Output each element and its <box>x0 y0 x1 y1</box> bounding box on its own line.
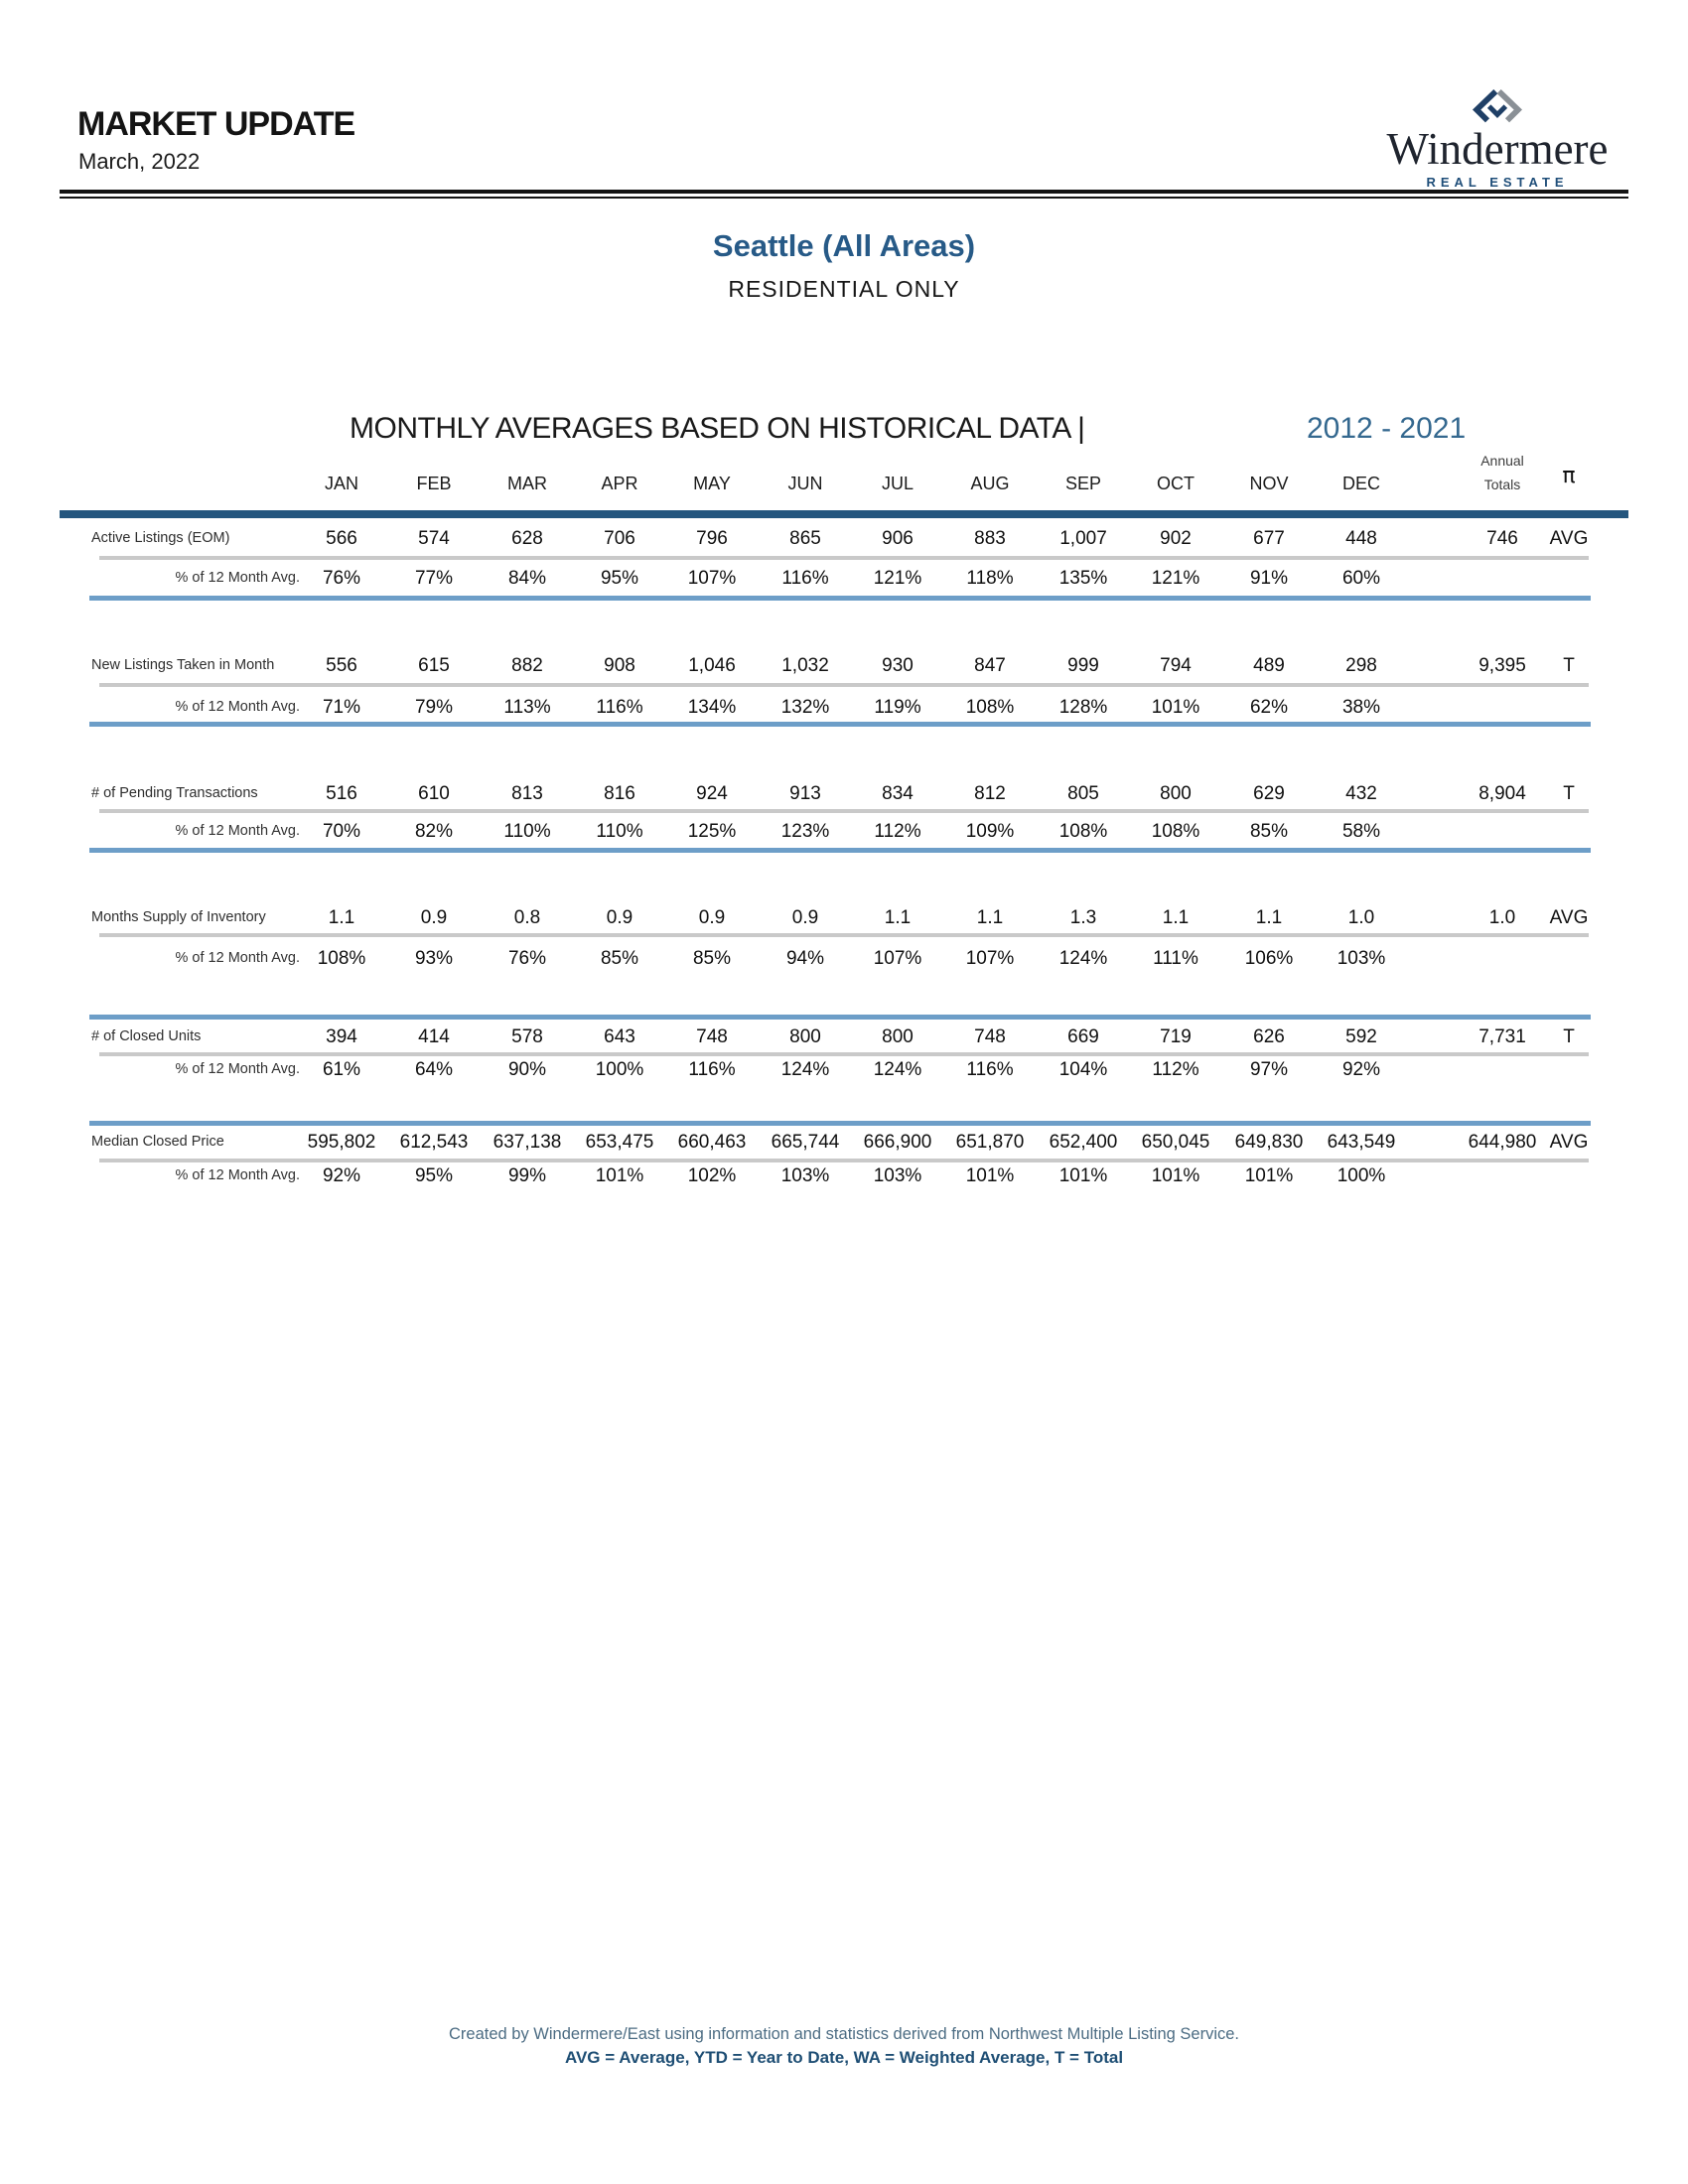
pct-of-avg-value: 92% <box>1341 1059 1381 1080</box>
metric-value: 800 <box>1160 783 1192 804</box>
pct-of-avg-label: % of 12 Month Avg. <box>175 699 300 715</box>
metric-value: 902 <box>1160 528 1192 549</box>
blue-separator <box>89 596 1591 601</box>
metric-value: 652,400 <box>1049 1132 1118 1153</box>
area-subtitle: RESIDENTIAL ONLY <box>728 276 960 302</box>
stat-type-value: AVG <box>1549 528 1589 549</box>
blue-separator <box>89 722 1591 727</box>
blue-separator <box>89 1121 1591 1126</box>
pct-of-avg-value: 101% <box>595 1165 644 1186</box>
historical-data-table <box>60 0 1628 1291</box>
month-header-feb: FEB <box>416 474 452 493</box>
metric-value: 643 <box>604 1026 635 1047</box>
pct-of-avg-value: 85% <box>1249 821 1289 842</box>
metric-value: 865 <box>789 528 821 549</box>
metric-value: 1.1 <box>328 907 355 928</box>
metric-value: 610 <box>418 783 450 804</box>
pct-of-avg-value: 92% <box>322 1165 361 1186</box>
annual-totals-header: Annual <box>1480 453 1524 469</box>
metric-value: 1.1 <box>884 907 912 928</box>
metric-value: 0.8 <box>513 907 541 928</box>
pct-of-avg-value: 125% <box>687 821 737 842</box>
pct-of-avg-value: 123% <box>780 821 830 842</box>
metric-value: 794 <box>1160 655 1192 676</box>
pct-of-avg-value: 94% <box>785 948 825 969</box>
metric-value: 706 <box>604 528 635 549</box>
metric-value: 666,900 <box>863 1132 932 1153</box>
metric-value: 800 <box>789 1026 821 1047</box>
metric-value: 669 <box>1067 1026 1099 1047</box>
metric-value: 882 <box>511 655 543 676</box>
metric-value: 566 <box>326 528 357 549</box>
metric-value: 908 <box>604 655 635 676</box>
pct-of-avg-label: % of 12 Month Avg. <box>175 1061 300 1077</box>
metric-value: 448 <box>1345 528 1377 549</box>
gray-separator <box>99 933 1589 937</box>
month-header-mar: MAR <box>507 474 547 493</box>
pct-of-avg-value: 116% <box>596 697 643 718</box>
metric-value: 0.9 <box>698 907 726 928</box>
metric-label: Median Closed Price <box>91 1134 224 1150</box>
metric-value: 665,744 <box>771 1132 840 1153</box>
blue-separator <box>89 848 1591 853</box>
month-header-jul: JUL <box>881 474 914 493</box>
pct-of-avg-value: 110% <box>503 821 551 842</box>
pct-of-avg-value: 124% <box>780 1059 830 1080</box>
pct-of-avg-value: 121% <box>1151 568 1200 589</box>
pct-of-avg-value: 121% <box>873 568 922 589</box>
logo-tagline: REAL ESTATE <box>1426 175 1569 190</box>
pct-of-avg-value: 100% <box>595 1059 644 1080</box>
pct-of-avg-value: 106% <box>1244 948 1294 969</box>
pct-of-avg-value: 85% <box>692 948 732 969</box>
pct-of-avg-value: 124% <box>1058 948 1108 969</box>
metric-label: # of Pending Transactions <box>91 785 258 801</box>
pct-of-avg-value: 60% <box>1341 568 1381 589</box>
metric-value: 906 <box>882 528 914 549</box>
metric-value: 650,045 <box>1141 1132 1210 1153</box>
pct-of-avg-value: 132% <box>780 697 830 718</box>
annual-total-value: 7,731 <box>1478 1026 1526 1047</box>
metric-value: 432 <box>1345 783 1377 804</box>
pct-of-avg-value: 124% <box>873 1059 922 1080</box>
month-header-jun: JUN <box>787 474 823 493</box>
metric-value: 653,475 <box>585 1132 654 1153</box>
annual-total-value: 644,980 <box>1468 1132 1537 1153</box>
pct-of-avg-value: 116% <box>781 568 829 589</box>
logo-wordmark: Windermere <box>1386 124 1609 174</box>
gray-separator <box>99 1052 1589 1056</box>
pct-of-avg-value: 101% <box>965 1165 1015 1186</box>
gray-separator <box>99 809 1589 813</box>
metric-value: 748 <box>974 1026 1006 1047</box>
stat-type-value: T <box>1563 655 1575 676</box>
pct-of-avg-value: 76% <box>507 948 547 969</box>
pct-of-avg-value: 38% <box>1341 697 1381 718</box>
pct-of-avg-value: 62% <box>1249 697 1289 718</box>
pct-of-avg-value: 109% <box>965 821 1015 842</box>
month-header-sep: SEP <box>1064 474 1102 493</box>
stat-type-value: AVG <box>1549 1132 1589 1153</box>
annual-total-value: 9,395 <box>1478 655 1526 676</box>
metric-value: 626 <box>1253 1026 1285 1047</box>
pct-of-avg-value: 64% <box>414 1059 454 1080</box>
pct-of-avg-value: 102% <box>687 1165 737 1186</box>
month-header-apr: APR <box>601 474 638 493</box>
gray-separator <box>99 556 1589 560</box>
pct-of-avg-label: % of 12 Month Avg. <box>175 823 300 839</box>
pct-of-avg-value: 91% <box>1249 568 1289 589</box>
metric-label: Active Listings (EOM) <box>91 530 230 546</box>
pi-symbol-header: π <box>1562 464 1576 488</box>
pct-of-avg-value: 134% <box>687 697 737 718</box>
annual-total-value: 1.0 <box>1488 907 1516 928</box>
metric-value: 924 <box>696 783 728 804</box>
pct-of-avg-label: % of 12 Month Avg. <box>175 1167 300 1183</box>
metric-value: 883 <box>974 528 1006 549</box>
footer-source: Created by Windermere/East using information and statistics derived from Northwest Multiple Listing Service. <box>449 2025 1239 2043</box>
pct-of-avg-value: 112% <box>1152 1059 1199 1080</box>
metric-value: 489 <box>1253 655 1285 676</box>
metric-value: 1.1 <box>976 907 1004 928</box>
pct-of-avg-value: 107% <box>873 948 922 969</box>
metric-value: 651,870 <box>955 1132 1025 1153</box>
month-header-nov: NOV <box>1249 474 1289 493</box>
metric-label: # of Closed Units <box>91 1028 202 1044</box>
month-header-may: MAY <box>693 474 731 493</box>
metric-value: 637,138 <box>492 1132 562 1153</box>
metric-value: 1,046 <box>688 655 736 676</box>
pct-of-avg-value: 118% <box>966 568 1014 589</box>
area-title: Seattle (All Areas) <box>712 228 976 263</box>
metric-value: 800 <box>882 1026 914 1047</box>
pct-of-avg-value: 70% <box>322 821 361 842</box>
month-header-jan: JAN <box>324 474 358 493</box>
metric-value: 796 <box>696 528 728 549</box>
metric-value: 805 <box>1067 783 1099 804</box>
pct-of-avg-value: 100% <box>1336 1165 1386 1186</box>
metric-value: 414 <box>418 1026 450 1047</box>
pct-of-avg-value: 113% <box>503 697 551 718</box>
annual-totals-header: Totals <box>1483 477 1521 492</box>
blue-separator <box>89 1015 1591 1020</box>
pct-of-avg-value: 104% <box>1058 1059 1108 1080</box>
table-title: MONTHLY AVERAGES BASED ON HISTORICAL DATA | <box>350 412 1085 445</box>
pct-of-avg-value: 101% <box>1151 1165 1200 1186</box>
pct-of-avg-label: % of 12 Month Avg. <box>175 570 300 586</box>
pct-of-avg-value: 103% <box>873 1165 922 1186</box>
metric-value: 913 <box>789 783 821 804</box>
metric-value: 643,549 <box>1327 1132 1396 1153</box>
pct-of-avg-value: 103% <box>1336 948 1386 969</box>
metric-value: 930 <box>882 655 914 676</box>
pct-of-avg-value: 111% <box>1153 948 1198 969</box>
metric-value: 595,802 <box>307 1132 376 1153</box>
metric-value: 592 <box>1345 1026 1377 1047</box>
metric-value: 834 <box>882 783 914 804</box>
metric-value: 574 <box>418 528 450 549</box>
pct-of-avg-value: 112% <box>874 821 921 842</box>
metric-value: 0.9 <box>420 907 448 928</box>
metric-value: 298 <box>1345 655 1377 676</box>
pct-of-avg-value: 79% <box>414 697 454 718</box>
pct-of-avg-value: 90% <box>507 1059 547 1080</box>
stat-type-value: AVG <box>1549 907 1589 928</box>
pct-of-avg-value: 71% <box>322 697 361 718</box>
metric-value: 556 <box>326 655 357 676</box>
pct-of-avg-value: 103% <box>780 1165 830 1186</box>
month-header-aug: AUG <box>970 474 1010 493</box>
metric-value: 1.1 <box>1162 907 1190 928</box>
metric-value: 516 <box>326 783 357 804</box>
metric-value: 612,543 <box>399 1132 469 1153</box>
pct-of-avg-value: 116% <box>966 1059 1014 1080</box>
metric-value: 615 <box>418 655 450 676</box>
pct-of-avg-value: 101% <box>1151 697 1200 718</box>
report-date: March, 2022 <box>78 149 201 174</box>
pct-of-avg-value: 85% <box>600 948 639 969</box>
pct-of-avg-value: 76% <box>322 568 361 589</box>
pct-of-avg-value: 135% <box>1058 568 1108 589</box>
metric-value: 629 <box>1253 783 1285 804</box>
metric-value: 1,007 <box>1059 528 1107 549</box>
stat-type-value: T <box>1563 1026 1575 1047</box>
month-header-dec: DEC <box>1341 474 1380 493</box>
metric-value: 847 <box>974 655 1006 676</box>
metric-value: 719 <box>1160 1026 1192 1047</box>
footer-legend: AVG = Average, YTD = Year to Date, WA = Weighted Average, T = Total <box>564 2048 1124 2067</box>
pct-of-avg-value: 101% <box>1244 1165 1294 1186</box>
gray-separator <box>99 1159 1589 1162</box>
metric-value: 1.3 <box>1069 907 1097 928</box>
metric-value: 0.9 <box>606 907 633 928</box>
metric-label: Months Supply of Inventory <box>91 909 266 925</box>
pct-of-avg-value: 107% <box>687 568 737 589</box>
metric-value: 999 <box>1067 655 1099 676</box>
metric-value: 0.9 <box>791 907 819 928</box>
pct-of-avg-value: 93% <box>414 948 454 969</box>
pct-of-avg-value: 95% <box>414 1165 454 1186</box>
table-period: 2012 - 2021 <box>1307 412 1467 445</box>
annual-total-value: 746 <box>1486 528 1518 549</box>
pct-of-avg-value: 58% <box>1341 821 1381 842</box>
stat-type-value: T <box>1563 783 1575 804</box>
metric-value: 812 <box>974 783 1006 804</box>
metric-value: 578 <box>511 1026 543 1047</box>
pct-of-avg-value: 77% <box>414 568 454 589</box>
pct-of-avg-value: 108% <box>317 948 366 969</box>
pct-of-avg-value: 107% <box>965 948 1015 969</box>
metric-value: 1.0 <box>1347 907 1375 928</box>
metric-value: 1,032 <box>781 655 829 676</box>
metric-value: 816 <box>604 783 635 804</box>
metric-value: 813 <box>511 783 543 804</box>
metric-value: 1.1 <box>1255 907 1283 928</box>
report-title: MARKET UPDATE <box>77 105 355 143</box>
metric-value: 748 <box>696 1026 728 1047</box>
pct-of-avg-label: % of 12 Month Avg. <box>175 950 300 966</box>
metric-value: 649,830 <box>1234 1132 1304 1153</box>
pct-of-avg-value: 95% <box>600 568 639 589</box>
pct-of-avg-value: 108% <box>1058 821 1108 842</box>
pct-of-avg-value: 61% <box>322 1059 361 1080</box>
metric-value: 394 <box>326 1026 357 1047</box>
pct-of-avg-value: 119% <box>874 697 921 718</box>
metric-value: 677 <box>1253 528 1285 549</box>
pct-of-avg-value: 128% <box>1058 697 1108 718</box>
pct-of-avg-value: 101% <box>1058 1165 1108 1186</box>
pct-of-avg-value: 99% <box>507 1165 547 1186</box>
pct-of-avg-value: 97% <box>1249 1059 1289 1080</box>
table-top-rule <box>60 510 1628 518</box>
pct-of-avg-value: 82% <box>414 821 454 842</box>
gray-separator <box>99 683 1589 687</box>
pct-of-avg-value: 108% <box>965 697 1015 718</box>
pct-of-avg-value: 116% <box>688 1059 736 1080</box>
annual-total-value: 8,904 <box>1478 783 1526 804</box>
metric-label: New Listings Taken in Month <box>91 657 275 673</box>
metric-value: 628 <box>511 528 543 549</box>
month-header-oct: OCT <box>1157 474 1195 493</box>
metric-value: 660,463 <box>677 1132 747 1153</box>
pct-of-avg-value: 108% <box>1151 821 1200 842</box>
pct-of-avg-value: 110% <box>596 821 643 842</box>
pct-of-avg-value: 84% <box>507 568 547 589</box>
